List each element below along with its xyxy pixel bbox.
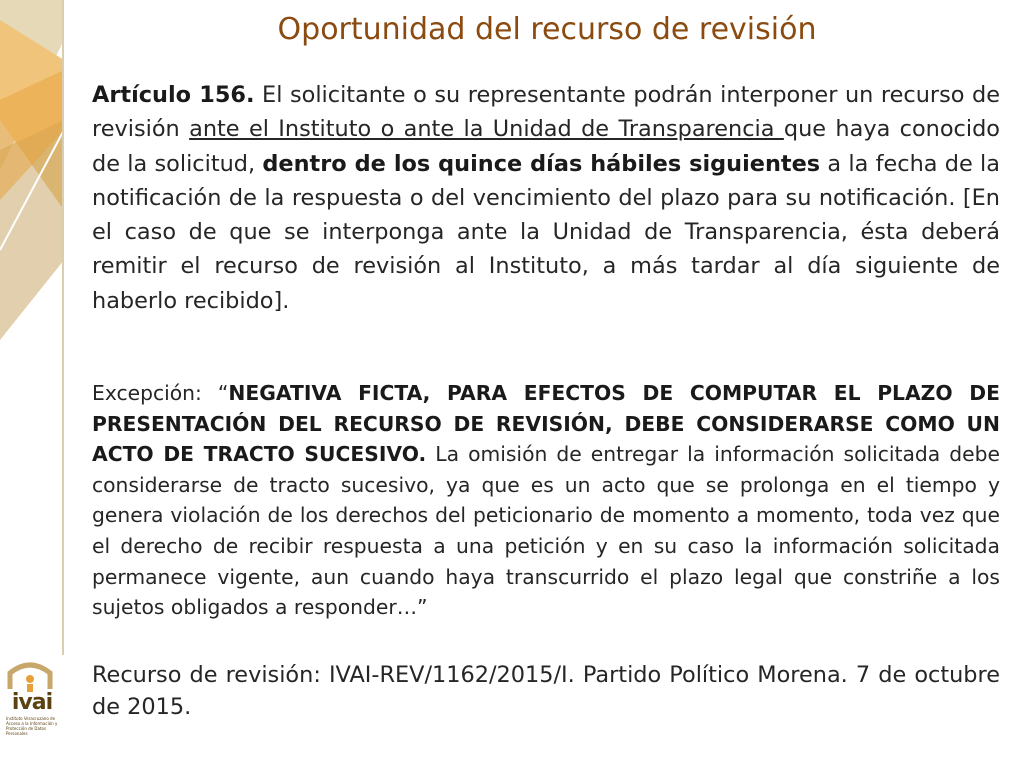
excepcion-bold: NEGATIVA FICTA, PARA EFECTOS DE COMPUTAR EL PLAZO DE PRESENTACIÓN DEL RECURSO DE REVISIÓN, DEBE CONSIDERARSE COMO UN ACTO DE TRACTO SUCESIVO.: [92, 381, 1000, 467]
reference-paragraph: Recurso de revisión: IVAI-REV/1162/2015/I. Partido Político Morena. 7 de octubre de 2015.: [92, 662, 1000, 720]
excepcion-paragraph: [92, 378, 1000, 623]
logo-text: ivai: [11, 690, 53, 715]
side-divider: [62, 0, 64, 655]
slide-title: Oportunidad del recurso de revisión: [277, 12, 817, 47]
article-deadline: dentro de los quince días hábiles siguientes: [262, 150, 821, 177]
article-text-2: que haya conocido de la solicitud,: [92, 116, 1000, 177]
article-paragraph: [92, 78, 1000, 318]
article-label: Artículo 156.: [92, 82, 255, 108]
article-text-1: El solicitante o su representante podrán interponer un recurso de revisión: [92, 82, 1000, 143]
logo-subtitle: Instituto Veracruzano de Acceso a la Información y Protección de Datos Personales: [6, 716, 58, 736]
article-underlined: ante el Instituto o ante la Unidad de Transparencia: [189, 116, 784, 143]
article-text-3: a la fecha de la notificación de la respuesta o del vencimiento del plazo para su notificación. [En el caso de que se interponga ante la Unidad de Transparencia, ésta deberá remitir el recurso de revisión al Instituto, a más tardar al día siguiente de haberlo recibido].: [92, 150, 1001, 314]
excepcion-label: Excepción: “: [92, 381, 229, 405]
excepcion-text: La omisión de entregar la información solicitada debe considerarse de tracto sucesivo, ya que es un acto que se prolonga en el tiempo y genera violación de los derechos del peticionario de momento a momento, toda vez que el derecho de recibir respuesta a una petición y en su caso la información solicitada permanece vigente, aun cuando haya transcurrido el plazo legal que constriñe a los sujetos obligados a responder…”: [92, 442, 1000, 620]
side-decoration: [0, 0, 64, 768]
